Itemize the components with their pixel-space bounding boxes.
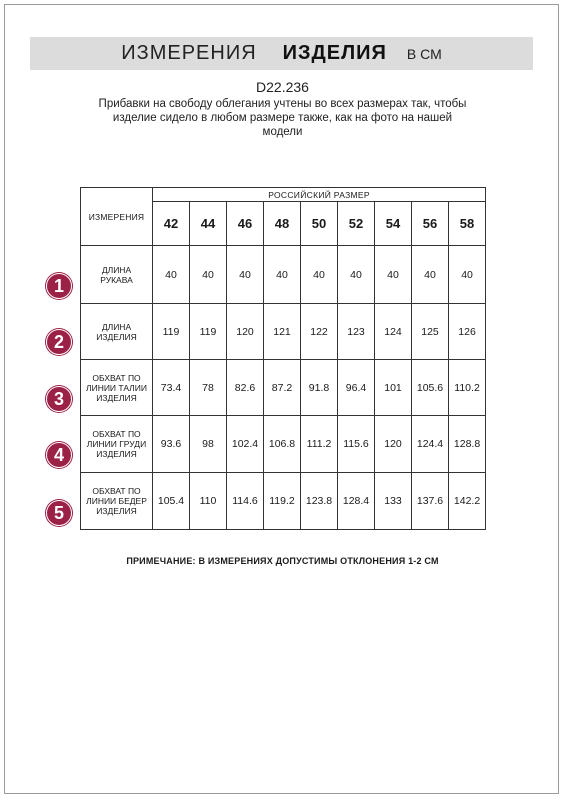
table-cell: 91.8 [301, 360, 338, 416]
size-header: 56 [412, 202, 449, 246]
size-header: 44 [190, 202, 227, 246]
table-cell: 126 [449, 304, 486, 360]
size-header: 50 [301, 202, 338, 246]
table-cell: 98 [190, 416, 227, 473]
table-cell: 142.2 [449, 473, 486, 530]
table-cell: 73.4 [153, 360, 190, 416]
row-label-hips: ОБХВАТ ПО ЛИНИИ БЕДЕР ИЗДЕЛИЯ [81, 473, 153, 530]
table-row [81, 416, 486, 473]
table-cell: 120 [375, 416, 412, 473]
badge-1: 1 [45, 272, 73, 300]
table-cell: 110 [190, 473, 227, 530]
table-cell: 121 [264, 304, 301, 360]
table-cell: 96.4 [338, 360, 375, 416]
title-bar [30, 37, 533, 70]
table-cell: 87.2 [264, 360, 301, 416]
table-cell: 115.6 [338, 416, 375, 473]
row-label-chest: ОБХВАТ ПО ЛИНИИ ГРУДИ ИЗДЕЛИЯ [81, 416, 153, 473]
title-measurements: ИЗМЕРЕНИЯ [121, 42, 257, 64]
size-table [80, 187, 486, 530]
table-cell: 122 [301, 304, 338, 360]
size-header: 48 [264, 202, 301, 246]
table-cell: 111.2 [301, 416, 338, 473]
table-cell: 102.4 [227, 416, 264, 473]
table-cell: 105.6 [412, 360, 449, 416]
table-row [81, 246, 486, 304]
table-cell: 110.2 [449, 360, 486, 416]
tolerance-note: ПРИМЕЧАНИЕ: В ИЗМЕРЕНИЯХ ДОПУСТИМЫ ОТКЛОНЕНИЯ 1-2 СМ [126, 556, 439, 566]
russian-size-header: РОССИЙСКИЙ РАЗМЕР [153, 188, 486, 202]
row-label-sleeve-length: ДЛИНА РУКАВА [81, 246, 153, 304]
row-label-garment-length: ДЛИНА ИЗДЕЛИЯ [81, 304, 153, 360]
table-cell: 40 [227, 246, 264, 304]
table-cell: 93.6 [153, 416, 190, 473]
size-header: 46 [227, 202, 264, 246]
table-cell: 40 [301, 246, 338, 304]
table-row [81, 304, 486, 360]
table-cell: 105.4 [153, 473, 190, 530]
badge-5: 5 [45, 499, 73, 527]
table-cell: 125 [412, 304, 449, 360]
table-cell: 119 [190, 304, 227, 360]
table-cell: 123.8 [301, 473, 338, 530]
table-cell: 124 [375, 304, 412, 360]
table-row [81, 473, 486, 530]
table-row [81, 360, 486, 416]
size-header: 54 [375, 202, 412, 246]
table-cell: 40 [153, 246, 190, 304]
title-garment: ИЗДЕЛИЯ [282, 42, 387, 64]
size-header: 42 [153, 202, 190, 246]
measurements-header: ИЗМЕРЕНИЯ [81, 188, 153, 246]
badge-4: 4 [45, 441, 73, 469]
table-cell: 101 [375, 360, 412, 416]
row-label-waist: ОБХВАТ ПО ЛИНИИ ТАЛИИ ИЗДЕЛИЯ [81, 360, 153, 416]
table-cell: 40 [375, 246, 412, 304]
table-cell: 128.4 [338, 473, 375, 530]
table-cell: 40 [449, 246, 486, 304]
table-cell: 119 [153, 304, 190, 360]
table-cell: 82.6 [227, 360, 264, 416]
table-cell: 128.8 [449, 416, 486, 473]
table-cell: 40 [190, 246, 227, 304]
size-header: 52 [338, 202, 375, 246]
badge-3: 3 [45, 385, 73, 413]
table-cell: 40 [338, 246, 375, 304]
table-cell: 124.4 [412, 416, 449, 473]
table-cell: 40 [412, 246, 449, 304]
table-cell: 133 [375, 473, 412, 530]
table-cell: 120 [227, 304, 264, 360]
model-code: D22.236 [256, 79, 309, 95]
table-cell: 114.6 [227, 473, 264, 530]
size-header: 58 [449, 202, 486, 246]
table-cell: 78 [190, 360, 227, 416]
title-unit: В СМ [406, 45, 442, 62]
table-cell: 40 [264, 246, 301, 304]
badge-2: 2 [45, 328, 73, 356]
table-cell: 137.6 [412, 473, 449, 530]
table-cell: 106.8 [264, 416, 301, 473]
table-cell: 123 [338, 304, 375, 360]
table-cell: 119.2 [264, 473, 301, 530]
fit-description: Прибавки на свободу облегания учтены во всех размерах так, чтобы изделие сидело в любом размере также, как на фото на нашей модели [98, 98, 467, 138]
